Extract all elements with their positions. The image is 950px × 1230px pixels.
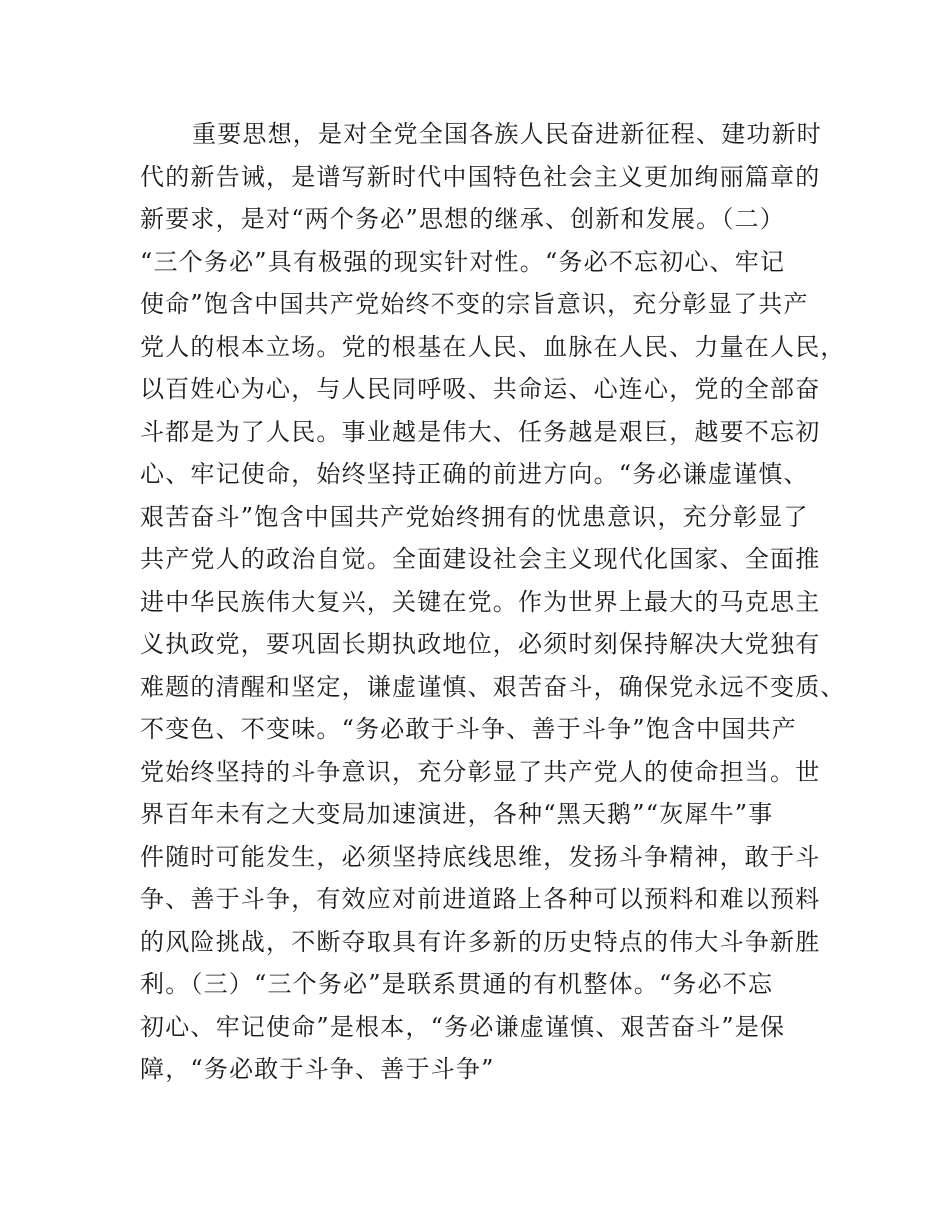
text-line: 以百姓心为心，与人民同呼吸、共命运、心连心，党的全部奋 <box>140 375 821 403</box>
text-line: 利。（三）“三个务必”是联系贯通的有机整体。“务必不忘 <box>140 970 774 998</box>
text-line: 不变色、不变味。“务必敢于斗争、善于斗争”饱含中国共产 <box>140 715 797 743</box>
text-line: 障，“务必敢于斗争、善于斗争” <box>140 1055 495 1083</box>
text-line: 新要求，是对“两个务必”思想的继承、创新和发展。（二） <box>140 205 785 233</box>
text-line: 共产党人的政治自觉。全面建设社会主义现代化国家、全面推 <box>140 545 821 573</box>
body-paragraph <box>140 113 846 1091</box>
text-line: 斗都是为了人民。事业越是伟大、任务越是艰巨，越要不忘初 <box>140 417 821 446</box>
text-line: 进中华民族伟大复兴，关键在党。作为世界上最大的马克思主 <box>140 587 821 616</box>
text-line: 心、牢记使命，始终坚持正确的前进方向。“务必谦虚谨慎、 <box>140 460 809 488</box>
text-line: 争、善于斗争，有效应对前进道路上各种可以预料和难以预料 <box>140 885 821 913</box>
text-line: 界百年未有之大变局加速演进，各种“黑天鹅”“灰犀牛”事 <box>140 800 774 828</box>
text-line: “三个务必”具有极强的现实针对性。“务必不忘初心、牢记 <box>140 247 786 276</box>
text-line: 初心、牢记使命”是根本，“务必谦虚谨慎、艰苦奋斗”是保 <box>140 1012 786 1041</box>
text-line: 使命”饱含中国共产党始终不变的宗旨意识，充分彰显了共产 <box>140 290 809 318</box>
text-line: 难题的清醒和坚定，谦虚谨慎、艰苦奋斗，确保党永远不变质、 <box>140 672 846 701</box>
text-line: 党人的根本立场。党的根基在人民、血脉在人民、力量在人民， <box>140 332 846 361</box>
text-line: 代的新告诫，是谱写新时代中国特色社会主义更加绚丽篇章的 <box>140 162 821 191</box>
text-line: 重要思想，是对全党全国各族人民奋进新征程、建功新时 <box>192 120 822 148</box>
text-line: 的风险挑战，不断夺取具有许多新的历史特点的伟大斗争新胜 <box>140 927 821 956</box>
text-line: 艰苦奋斗”饱含中国共产党始终拥有的忧患意识，充分彰显了 <box>140 502 809 531</box>
text-line: 义执政党，要巩固长期执政地位，必须时刻保持解决大党独有 <box>140 630 821 658</box>
text-line: 党始终坚持的斗争意识，充分彰显了共产党人的使命担当。世 <box>140 757 821 786</box>
text-line: 件随时可能发生，必须坚持底线思维，发扬斗争精神，敢于斗 <box>140 842 821 871</box>
